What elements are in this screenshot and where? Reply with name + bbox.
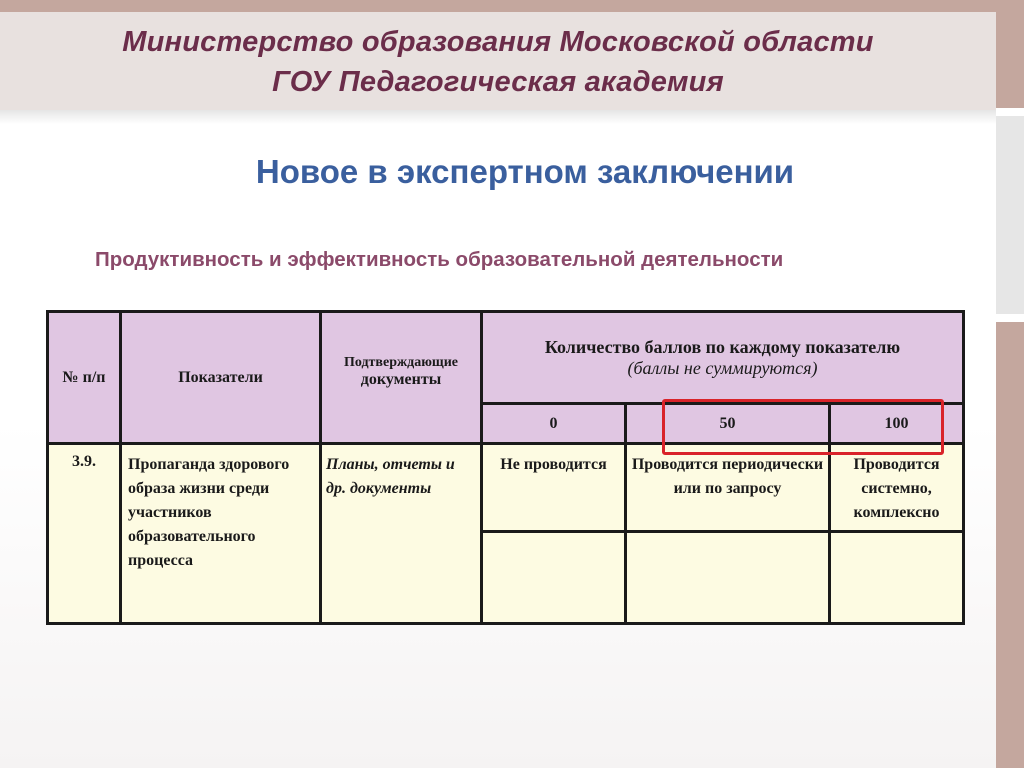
side-accent-bottom — [996, 322, 1024, 768]
empty-cell-100 — [830, 532, 964, 624]
header-score-title: Количество баллов по каждому показателю — [544, 337, 901, 357]
empty-cell-50 — [626, 532, 830, 624]
top-accent-bar — [0, 0, 1024, 12]
score-level-50: 50 — [626, 404, 830, 444]
header-score — [482, 312, 964, 404]
header-shadow — [0, 110, 996, 124]
score-level-0: 0 — [482, 404, 626, 444]
row-score-0: Не проводится — [482, 444, 626, 532]
ministry-heading: Министерство образования Московской области — [122, 26, 874, 58]
row-number: 3.9. — [48, 444, 121, 624]
row-score-100: Проводится системно, комплексно — [830, 444, 964, 532]
score-level-100: 100 — [830, 404, 964, 444]
side-accent-middle — [996, 116, 1024, 314]
criteria-table — [46, 310, 965, 625]
slide-subtitle: Продуктивность и эффективность образовательной деятельности — [95, 248, 784, 271]
header-number: № п/п — [48, 312, 121, 444]
row-documents: Планы, отчеты и др. документы — [321, 444, 482, 624]
academy-heading: ГОУ Педагогическая академия — [272, 66, 724, 98]
side-accent-top — [996, 12, 1024, 108]
header-indicators: Показатели — [121, 312, 321, 444]
header-documents — [321, 312, 482, 444]
header-score-note: (баллы не суммируются) — [627, 358, 818, 378]
slide-title: Новое в экспертном заключении — [255, 153, 795, 190]
row-indicator: Пропаганда здорового образа жизни среди участников образовательного процесса — [121, 444, 321, 624]
header-documents-line1: Подтверждающие — [343, 354, 459, 370]
header-documents-line2: документы — [360, 370, 442, 388]
empty-cell-0 — [482, 532, 626, 624]
row-score-50: Проводится периодически или по запросу — [626, 444, 830, 532]
